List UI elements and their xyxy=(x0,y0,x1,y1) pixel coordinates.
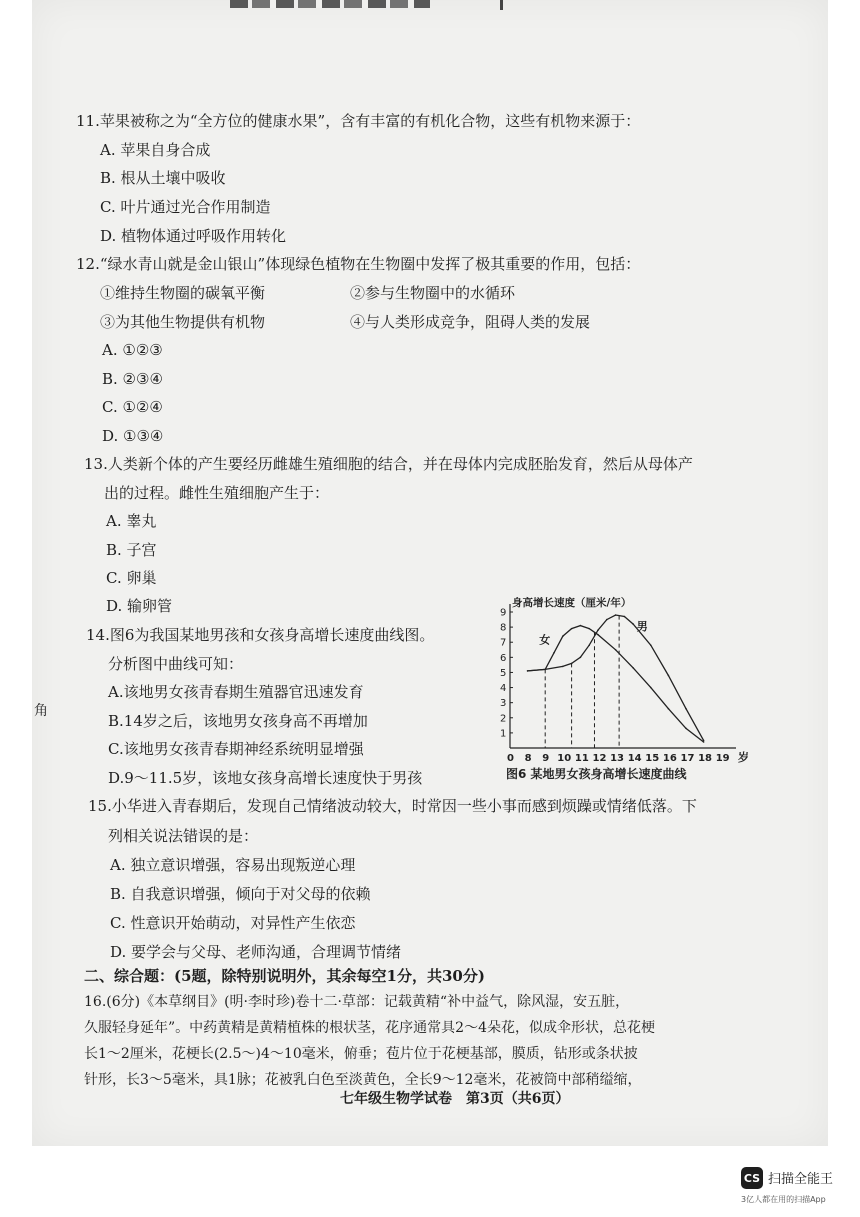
q13-option-b: B. 子宫 xyxy=(106,541,157,559)
q14-stem-line2: 分析图中曲线可知： xyxy=(108,655,244,673)
chart-point xyxy=(668,708,670,710)
q13-option-a: A. 睾丸 xyxy=(106,512,157,530)
camscanner-logo-icon: CS xyxy=(741,1167,763,1189)
q12-item-1: ①维持生物圈的碳氧平衡 xyxy=(100,284,266,302)
chart-x-tick-label: 8 xyxy=(524,753,532,764)
chart-x-tick-label: 19 xyxy=(715,753,730,764)
chart-point xyxy=(553,652,555,654)
q11-option-a: A. 苹果自身合成 xyxy=(100,141,211,159)
q14-stem-line1: 14.图6为我国某地男孩和女孩身高增长速度曲线图。 xyxy=(86,626,435,644)
chart-series-line-girls xyxy=(528,626,704,742)
chart-x-tick-label: 18 xyxy=(698,753,713,764)
q15-option-a: A. 独立意识增强，容易出现叛逆心理 xyxy=(110,856,356,874)
q12-item-4: ④与人类形成竞争，阻碍人类的发展 xyxy=(350,313,591,331)
q15-option-c: C. 性意识开始萌动，对异性产生依恋 xyxy=(110,914,356,932)
chart-point xyxy=(588,628,590,630)
chart-x-tick-label: 9 xyxy=(542,753,550,764)
chart-y-tick-label: 6 xyxy=(500,652,507,664)
chart-point xyxy=(624,616,626,618)
q11-option-c: C. 叶片通过光合作用制造 xyxy=(100,198,271,216)
q15-stem-line1: 15.小华进入青春期后，发现自己情绪波动较大，时常因一些小事而感到烦躁或情绪低落。下 xyxy=(88,797,697,815)
q12-item-2: ②参与生物圈中的水循环 xyxy=(350,284,516,302)
chart-y-tick-label: 3 xyxy=(500,698,507,710)
chart-x-tick-label: 15 xyxy=(645,753,660,764)
chart-x-tick-label: 16 xyxy=(662,753,677,764)
chart-x-tick-label: 0 xyxy=(507,753,514,764)
q12-option-b: B. ②③④ xyxy=(102,370,163,388)
chart-x-axis-unit: 岁 xyxy=(738,751,749,764)
q11-stem: 11.苹果被称之为“全方位的健康水果”，含有丰富的有机化合物，这些有机物来源于： xyxy=(76,112,641,130)
chart-point xyxy=(597,634,599,636)
chart-point xyxy=(527,670,529,672)
chart-point xyxy=(685,728,687,730)
q12-item-3: ③为其他生物提供有机物 xyxy=(100,313,266,331)
chart-series-label-boys: 男 xyxy=(636,620,648,634)
chart-caption: 图6 某地男女孩身高增长速度曲线 xyxy=(506,767,687,781)
chart-x-tick-label: 17 xyxy=(680,753,695,764)
q12-option-d: D. ①③④ xyxy=(102,427,164,445)
chart-point xyxy=(650,687,652,689)
chart-point xyxy=(615,649,617,651)
chart-y-tick-label: 1 xyxy=(500,728,507,740)
chart-y-tick-label: 8 xyxy=(500,622,507,634)
q15-option-b: B. 自我意识增强，倾向于对父母的依赖 xyxy=(110,885,371,903)
chart-point xyxy=(703,741,705,743)
chart-point xyxy=(615,614,617,616)
chart-y-tick-label: 2 xyxy=(500,713,507,725)
q15-stem-line2: 列相关说法错误的是： xyxy=(108,827,259,845)
q16-line2: 久服轻身延年”。中药黄精是黄精植株的根状茎，花序通常具2～4朵花，似成伞形状，总花梗 xyxy=(84,1020,655,1036)
chart-point xyxy=(580,625,582,627)
chart-y-tick-label: 9 xyxy=(500,607,507,619)
q12-option-a: A. ①②③ xyxy=(102,341,163,359)
q15-option-d: D. 要学会与父母、老师沟通，合理调节情绪 xyxy=(110,943,402,961)
chart-y-tick-label: 5 xyxy=(500,667,507,679)
q12-stem: 12.“绿水青山就是金山银山”体现绿色植物在生物圈中发挥了极其重要的作用，包括： xyxy=(76,255,641,273)
section-2-heading: 二、综合题：(5题，除特别说明外，其余每空1分，共30分) xyxy=(84,967,485,985)
chart-y-axis-label: 身高增长速度（厘米/年） xyxy=(512,597,632,609)
q11-option-b: B. 根从土壤中吸收 xyxy=(100,169,226,187)
q16-line4: 针形，长3～5毫米，具1脉；花被乳白色至淡黄色，全长9～12毫米，花被筒中部稍缢缩， xyxy=(84,1072,642,1088)
chart-point xyxy=(685,708,687,710)
chart-point xyxy=(580,657,582,659)
chart-point xyxy=(632,623,634,625)
chart-point xyxy=(650,644,652,646)
scan-header-artifact xyxy=(230,0,430,8)
chart-x-tick-label: 11 xyxy=(574,753,589,764)
chart-point xyxy=(703,740,705,742)
chart-series-label-girls: 女 xyxy=(539,633,551,647)
chart-x-tick-label: 14 xyxy=(627,753,642,764)
q13-option-c: C. 卵巢 xyxy=(106,569,157,587)
chart-x-tick-label: 12 xyxy=(592,753,607,764)
margin-mark: 角 xyxy=(34,703,48,719)
chart-point xyxy=(544,669,546,671)
chart-point xyxy=(632,667,634,669)
chart-point xyxy=(562,666,564,668)
chart-point xyxy=(597,629,599,631)
q13-stem-line2: 出的过程。雌性生殖细胞产生于： xyxy=(104,484,330,502)
q14-option-b: B.14岁之后，该地男女孩身高不再增加 xyxy=(108,712,368,730)
chart-point xyxy=(588,644,590,646)
chart-x-tick-label: 13 xyxy=(610,753,625,764)
chart-point xyxy=(571,628,573,630)
chart-point xyxy=(571,663,573,665)
q13-stem-line1: 13.人类新个体的产生要经历雌雄生殖细胞的结合，并在母体内完成胚胎发育，然后从母体产 xyxy=(84,455,693,473)
q16-line1: 16.(6分)《本草纲目》(明·李时珍)卷十二·草部：记载黄精“补中益气，除风湿，安五脏， xyxy=(84,994,630,1010)
q13-option-d: D. 输卵管 xyxy=(106,597,173,615)
q14-option-c: C.该地男女孩青春期神经系统明显增强 xyxy=(108,740,364,758)
height-growth-chart xyxy=(484,590,754,790)
chart-point xyxy=(606,619,608,621)
scan-header-artifact-mark xyxy=(500,0,503,10)
chart-series-line-boys xyxy=(528,615,704,740)
q14-option-d: D.9～11.5岁，该地女孩身高增长速度快于男孩 xyxy=(108,769,423,787)
q14-option-a: A.该地男女孩青春期生殖器官迅速发育 xyxy=(108,683,364,701)
camscanner-name: 扫描全能王 xyxy=(768,1172,834,1187)
q11-option-d: D. 植物体通过呼吸作用转化 xyxy=(100,227,287,245)
chart-point xyxy=(668,675,670,677)
chart-y-tick-label: 7 xyxy=(500,637,507,649)
q12-option-c: C. ①②④ xyxy=(102,398,163,416)
chart-point xyxy=(562,635,564,637)
chart-x-tick-label: 10 xyxy=(557,753,572,764)
q16-line3: 长1～2厘米，花梗长(2.5～)4～10毫米，俯垂；苞片位于花梗基部，膜质，钻形或条状披 xyxy=(84,1046,638,1062)
chart-y-tick-label: 4 xyxy=(500,683,507,695)
camscanner-tagline: 3亿人都在用的扫描App xyxy=(741,1195,826,1204)
page-footer: 七年级生物学试卷 第3页（共6页） xyxy=(340,1091,570,1107)
